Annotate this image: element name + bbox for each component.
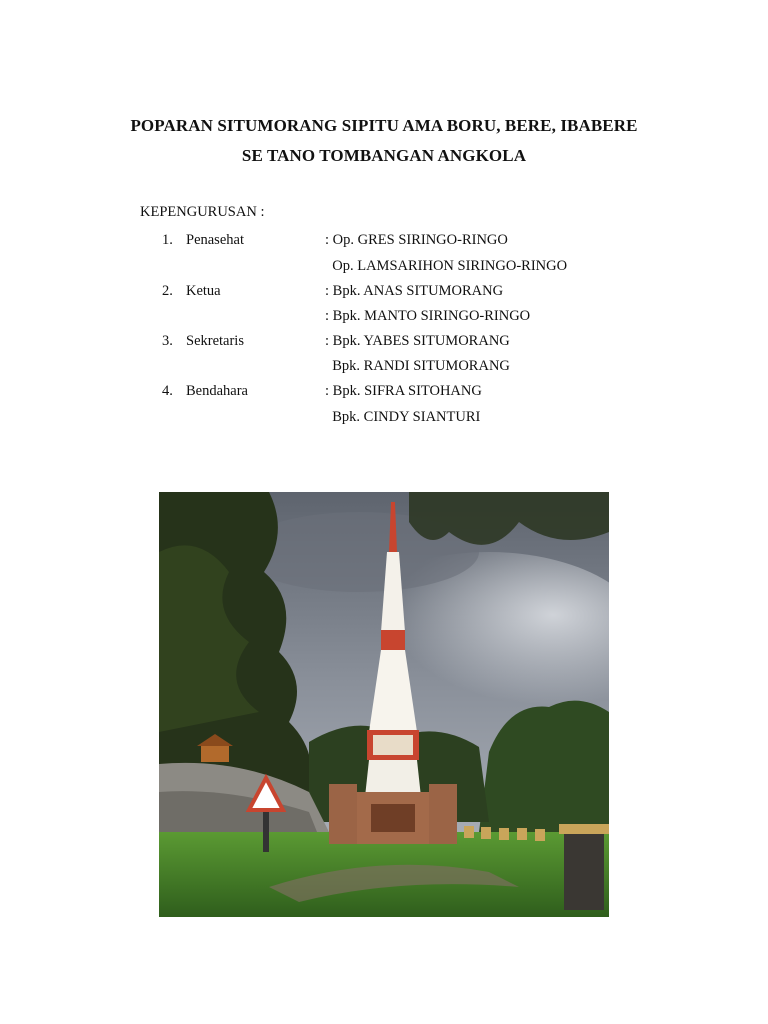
member-name: : Bpk. YABES SITUMORANG: [325, 333, 510, 349]
member-name: Bpk. CINDY SIANTURI: [325, 409, 481, 425]
member-role: Bendahara: [186, 383, 248, 399]
tower-band: [381, 630, 405, 650]
member-row-continuation: [0, 409, 768, 431]
warning-sign-post: [263, 812, 269, 852]
member-role: Penasehat: [186, 232, 244, 248]
document-title-line-2: SE TANO TOMBANGAN ANGKOLA: [241, 146, 527, 165]
member-name: : Op. GRES SIRINGO-RINGO: [325, 232, 508, 248]
stone-lantern-top: [559, 824, 609, 834]
member-row-continuation: [0, 358, 768, 380]
member-row: [0, 283, 768, 305]
tower-base-shaft: [365, 760, 421, 797]
member-number: 4.: [162, 383, 173, 399]
monument-photo: [159, 492, 609, 917]
member-name: : Bpk. SIFRA SITOHANG: [325, 383, 482, 399]
tower-base-left-wing: [329, 784, 357, 844]
member-row-continuation: [0, 308, 768, 330]
tower-base-panel: [371, 804, 415, 832]
tower-lower-band-inner: [373, 735, 413, 755]
member-row-continuation: [0, 258, 768, 280]
stone-lantern: [564, 830, 604, 910]
member-row: [0, 232, 768, 254]
member-row: [0, 383, 768, 405]
member-name: Bpk. RANDI SITUMORANG: [325, 358, 510, 374]
member-number: 2.: [162, 283, 173, 299]
member-role: Sekretaris: [186, 333, 244, 349]
member-name: Op. LAMSARIHON SIRINGO-RINGO: [325, 258, 568, 274]
member-number: 1.: [162, 232, 173, 248]
member-role: Ketua: [186, 283, 221, 299]
member-row: [0, 333, 768, 355]
small-shrine: [201, 744, 229, 762]
member-name: : Bpk. ANAS SITUMORANG: [325, 283, 504, 299]
member-number: 3.: [162, 333, 173, 349]
monument-illustration: [159, 492, 609, 917]
document-title-line-1: POPARAN SITUMORANG SIPITU AMA BORU, BERE, IBABERE: [130, 116, 638, 135]
section-label: KEPENGURUSAN :: [140, 204, 265, 220]
member-name: : Bpk. MANTO SIRINGO-RINGO: [325, 308, 531, 324]
tower-base-right-wing: [429, 784, 457, 844]
